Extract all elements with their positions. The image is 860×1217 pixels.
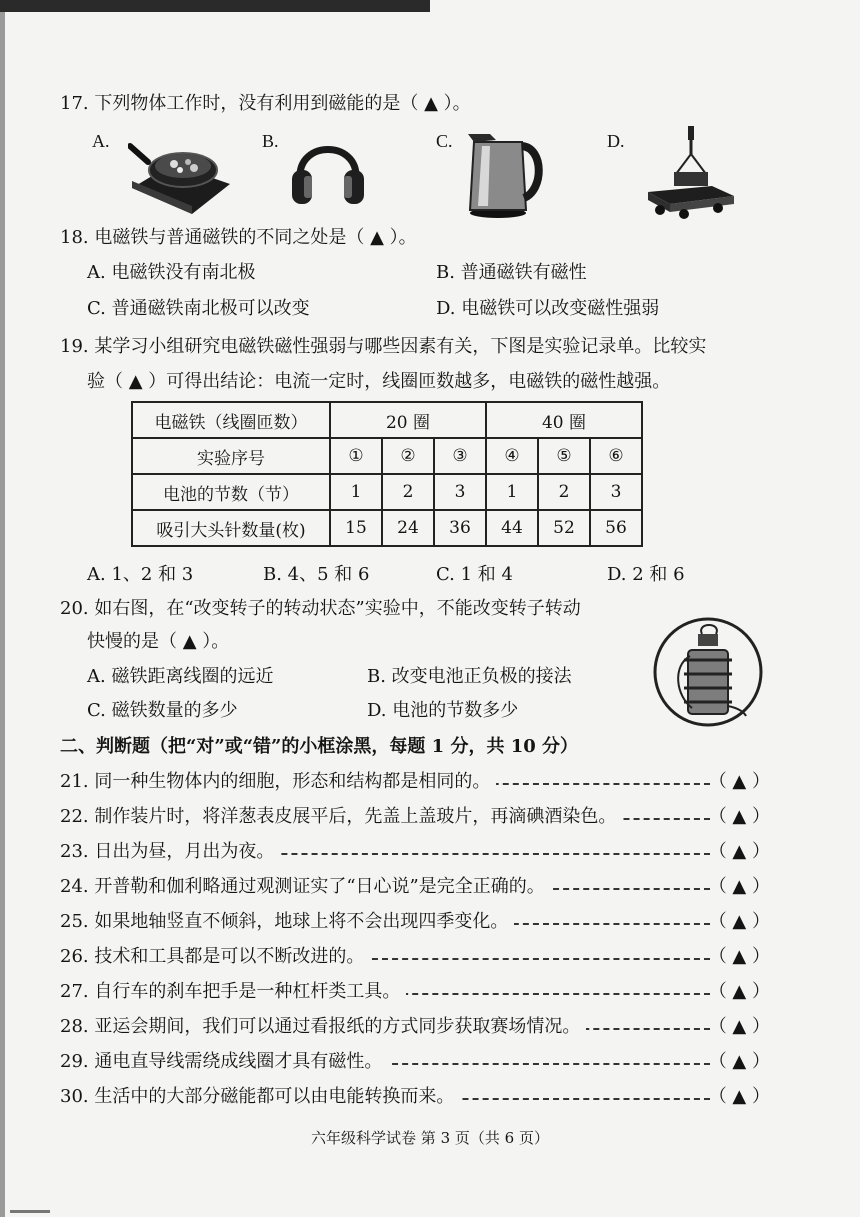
judgment-item-24 xyxy=(60,875,770,899)
answer-mark[interactable]: （ ▲ ） xyxy=(708,981,770,1002)
table-cell: 1 xyxy=(330,474,382,510)
judgment-item-26 xyxy=(60,945,770,969)
q19-option-b: B. 4、5 和 6 xyxy=(263,564,370,585)
scan-mark-bottom xyxy=(10,1210,50,1213)
table-row-label: 吸引大头针数量(枚) xyxy=(132,510,330,546)
table-cell: ④ xyxy=(486,438,538,474)
question-19-stem-line1: 19. 某学习小组研究电磁铁磁性强弱与哪些因素有关，下图是实验记录单。比较实 xyxy=(60,336,707,357)
table-cell: 2 xyxy=(382,474,434,510)
answer-mark[interactable]: （ ▲ ） xyxy=(708,841,770,862)
table-row xyxy=(132,510,642,546)
judgment-item-30 xyxy=(60,1085,770,1109)
table-row xyxy=(132,402,642,438)
judgment-item-21 xyxy=(60,770,770,794)
table-cell: ② xyxy=(382,438,434,474)
table-cell: ⑥ xyxy=(590,438,642,474)
q19-option-d: D. 2 和 6 xyxy=(607,564,685,585)
q17-option-c-label: C. xyxy=(436,131,453,151)
q17-option-d-label: D. xyxy=(607,131,625,151)
rotor-coil-icon xyxy=(652,616,764,728)
table-cell: 3 xyxy=(434,474,486,510)
judgment-text: 24. 开普勒和伽利略通过观测证实了“日心说”是完全正确的。 xyxy=(60,875,551,899)
electric-kettle-icon xyxy=(468,128,544,220)
table-cell: 3 xyxy=(590,474,642,510)
judgment-item-27 xyxy=(60,980,770,1004)
experiment-record-table xyxy=(131,401,643,547)
q19-option-a: A. 1、2 和 3 xyxy=(87,564,194,585)
table-cell: ⑤ xyxy=(538,438,590,474)
table-row-label: 电池的节数（节） xyxy=(132,474,330,510)
judgment-item-29 xyxy=(60,1050,770,1074)
question-20-stem-line2: 快慢的是（ ▲ ）。 xyxy=(87,631,230,652)
judgment-item-23 xyxy=(60,840,770,864)
q20-option-a: A. 磁铁距离线圈的远近 xyxy=(87,666,274,687)
answer-mark[interactable]: （ ▲ ） xyxy=(708,911,770,932)
q18-option-c: C. 普通磁铁南北极可以改变 xyxy=(87,298,310,319)
judgment-text: 29. 通电直导线需绕成线圈才具有磁性。 xyxy=(60,1050,388,1074)
q18-option-d: D. 电磁铁可以改变磁性强弱 xyxy=(436,298,660,319)
judgment-text: 30. 生活中的大部分磁能都可以由电能转换而来。 xyxy=(60,1085,460,1109)
section-2-title: 二、判断题（把“对”或“错”的小框涂黑，每题 1 分，共 10 分） xyxy=(60,736,579,757)
judgment-text: 27. 自行车的刹车把手是一种杠杆类工具。 xyxy=(60,980,406,1004)
table-cell: 24 xyxy=(382,510,434,546)
judgment-text: 28. 亚运会期间，我们可以通过看报纸的方式同步获取赛场情况。 xyxy=(60,1015,586,1039)
scan-shadow-left xyxy=(0,12,5,1217)
judgment-text: 22. 制作装片时，将洋葱表皮展平后，先盖上盖玻片，再滴碘酒染色。 xyxy=(60,805,622,829)
answer-mark[interactable]: （ ▲ ） xyxy=(708,806,770,827)
question-17-stem: 17. 下列物体工作时，没有利用到磁能的是（ ▲ ）。 xyxy=(60,93,471,114)
maglev-crane-icon xyxy=(640,122,738,220)
judgment-text: 26. 技术和工具都是可以不断改进的。 xyxy=(60,945,370,969)
q20-option-b: B. 改变电池正负极的接法 xyxy=(367,666,572,687)
table-cell: 36 xyxy=(434,510,486,546)
answer-mark[interactable]: （ ▲ ） xyxy=(708,1016,770,1037)
judgment-text: 25. 如果地轴竖直不倾斜，地球上将不会出现四季变化。 xyxy=(60,910,514,934)
q20-option-c: C. 磁铁数量的多少 xyxy=(87,700,238,721)
q17-option-b-label: B. xyxy=(262,131,279,151)
question-20-stem-line1: 20. 如右图，在“改变转子的转动状态”实验中，不能改变转子转动 xyxy=(60,598,581,619)
table-group-40: 40 圈 xyxy=(486,402,642,438)
table-cell: 44 xyxy=(486,510,538,546)
induction-cooker-icon xyxy=(128,126,233,216)
page-footer: 六年级科学试卷 第 3 页（共 6 页） xyxy=(311,1129,549,1147)
judgment-text: 23. 日出为昼，月出为夜。 xyxy=(60,840,280,864)
table-group-20: 20 圈 xyxy=(330,402,486,438)
answer-mark[interactable]: （ ▲ ） xyxy=(708,876,770,897)
table-cell: ① xyxy=(330,438,382,474)
headphones-icon xyxy=(290,126,366,208)
table-header-label: 电磁铁（线圈匝数） xyxy=(132,402,330,438)
question-19-stem-line2: 验（ ▲ ）可得出结论：电流一定时，线圈匝数越多，电磁铁的磁性越强。 xyxy=(87,371,671,392)
answer-mark[interactable]: （ ▲ ） xyxy=(708,771,770,792)
table-cell: 56 xyxy=(590,510,642,546)
q17-option-a-label: A. xyxy=(92,131,110,151)
question-18-stem: 18. 电磁铁与普通磁铁的不同之处是（ ▲ ）。 xyxy=(60,227,417,248)
table-cell: 15 xyxy=(330,510,382,546)
table-row xyxy=(132,438,642,474)
table-cell: 2 xyxy=(538,474,590,510)
judgment-item-28 xyxy=(60,1015,770,1039)
q18-option-a: A. 电磁铁没有南北极 xyxy=(87,262,256,283)
table-cell: ③ xyxy=(434,438,486,474)
table-row-label: 实验序号 xyxy=(132,438,330,474)
judgment-item-22 xyxy=(60,805,770,829)
table-row xyxy=(132,474,642,510)
answer-mark[interactable]: （ ▲ ） xyxy=(708,946,770,967)
judgment-text: 21. 同一种生物体内的细胞，形态和结构都是相同的。 xyxy=(60,770,496,794)
q19-option-c: C. 1 和 4 xyxy=(436,564,513,585)
judgment-item-25 xyxy=(60,910,770,934)
table-cell: 52 xyxy=(538,510,590,546)
answer-mark[interactable]: （ ▲ ） xyxy=(708,1051,770,1072)
scan-shadow-top xyxy=(0,0,430,12)
q20-option-d: D. 电池的节数多少 xyxy=(367,700,519,721)
q18-option-b: B. 普通磁铁有磁性 xyxy=(436,262,587,283)
answer-mark[interactable]: （ ▲ ） xyxy=(708,1086,770,1107)
table-cell: 1 xyxy=(486,474,538,510)
